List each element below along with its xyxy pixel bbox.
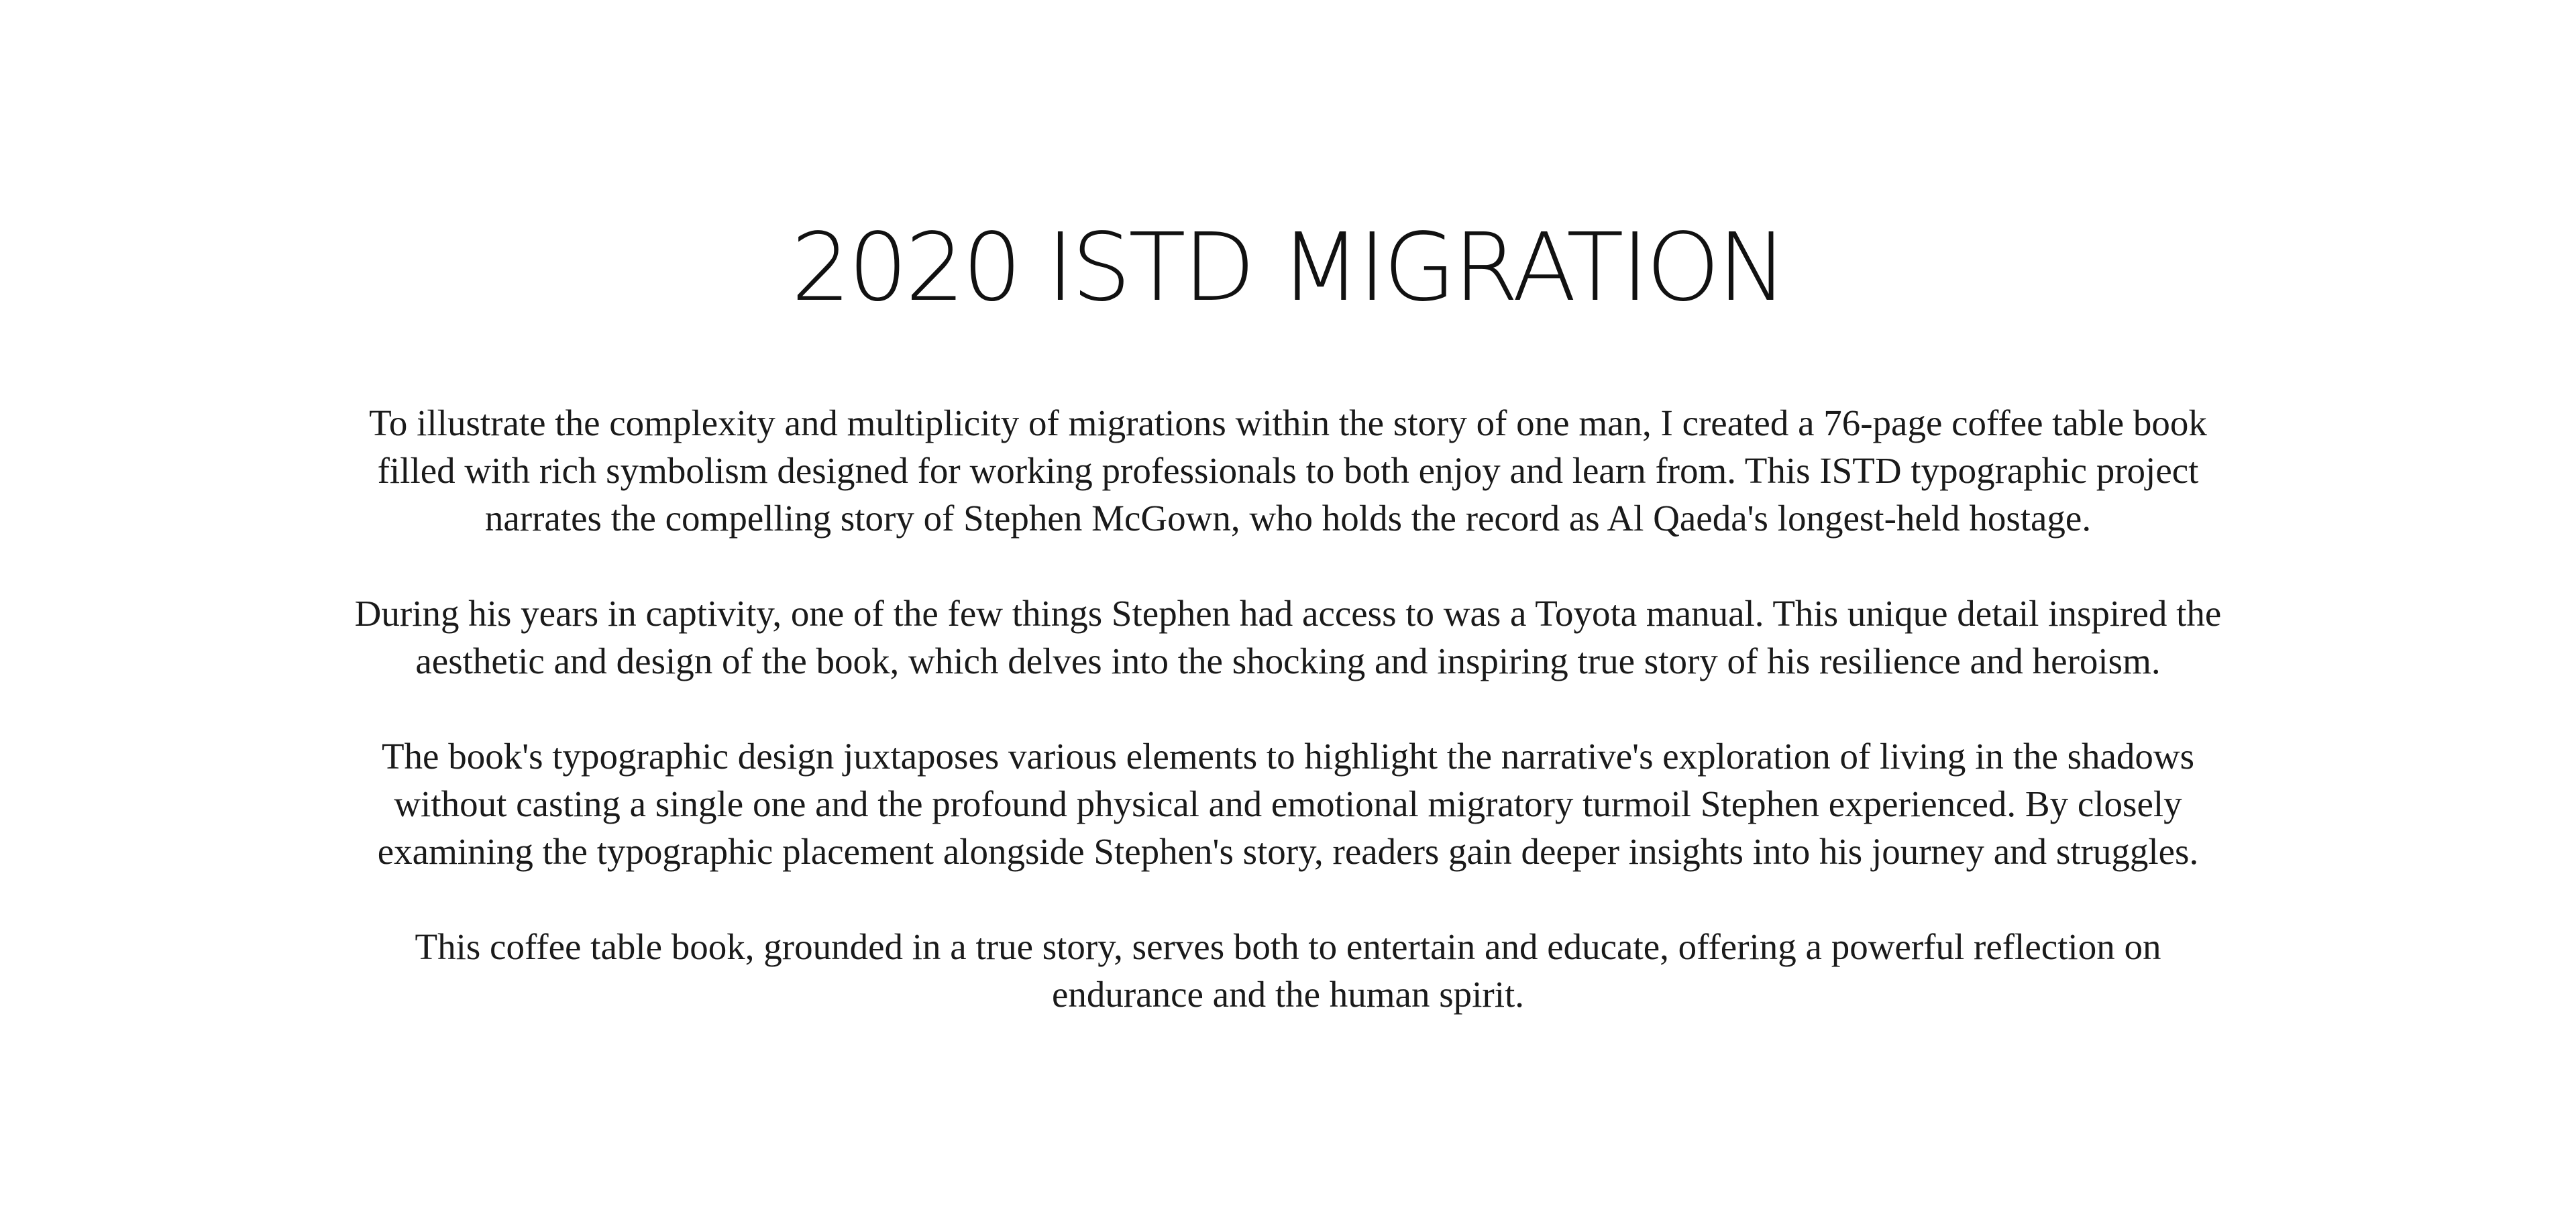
paragraph-captivity: During his years in captivity, one of the few things Stephen had access to was a Toyota manual. This unique detail inspired the aesthetic and design of the book, which delves into the shocking and inspiring true story of his resilience and heroism. xyxy=(354,593,2222,681)
paragraph-conclusion: This coffee table book, grounded in a true story, serves both to entertain and educate, offering a powerful reflection on endurance and the human spirit. xyxy=(415,926,2161,1015)
page-title: 2020 ISTD MIGRATION xyxy=(791,213,1785,323)
paragraph-typography: The book's typographic design juxtaposes various elements to highlight the narrative's exploration of living in the shadows without casting a single one and the profound physical and emotional migratory turmoil Stephen experienced. By closely examining the typographic placement alongside Stephen's story, readers gain deeper insights into his journey and struggles. xyxy=(377,736,2199,872)
description-text xyxy=(349,399,2227,1018)
paragraph-intro: To illustrate the complexity and multiplicity of migrations within the story of one man, I created a 76-page coffee table book filled with rich symbolism designed for working professionals to both enjoy and learn from. This ISTD typographic project narrates the compelling story of Stephen McGown, who holds the record as Al Qaeda's longest-held hostage. xyxy=(369,402,2207,539)
